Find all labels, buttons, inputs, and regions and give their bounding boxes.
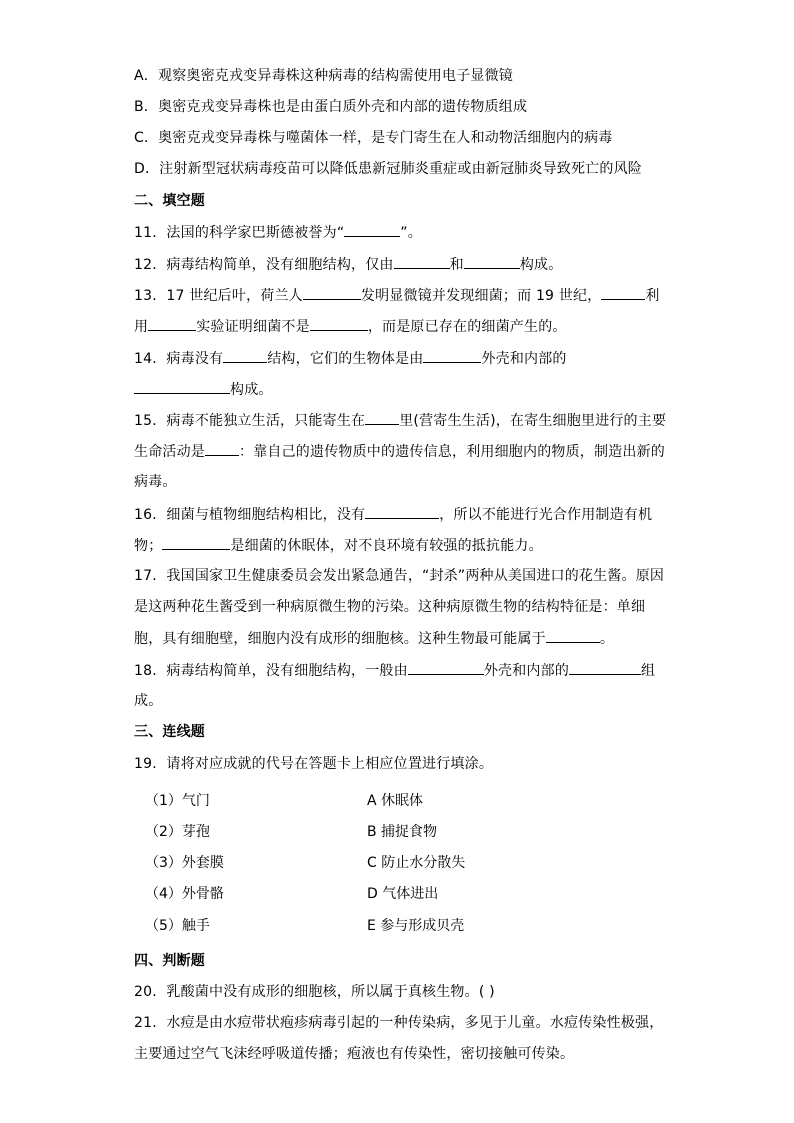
answer-blank[interactable] — [408, 660, 484, 675]
question-17-line1: 17．我国国家卫生健康委员会发出紧急通告，“封杀”两种从美国进口的花生酱。原因 — [134, 568, 665, 584]
q13-text: 发明显微镜并发现细菌；而 19 世纪， — [360, 288, 602, 304]
question-13-line1 — [134, 285, 660, 306]
match-right-item: D 气体进出 — [367, 886, 439, 902]
question-21-line1: 21．水痘是由水痘带状疱疹病毒引起的一种传染病，多见于儿童。水痘传染性极强， — [134, 1015, 664, 1031]
question-18-line1 — [134, 660, 655, 681]
answer-blank[interactable] — [601, 285, 645, 300]
option-d: D．注射新型冠状病毒疫苗可以降低患新冠肺炎重症或由新冠肺炎导致死亡的风险 — [134, 161, 642, 177]
question-12 — [134, 254, 562, 275]
question-19: 19．请将对应成就的代号在答题卡上相应位置进行填涂。 — [134, 756, 494, 772]
q15-text: 里(营寄生生活)，在寄生细胞里进行的主要 — [399, 413, 667, 429]
q14-text: 外壳和内部的 — [481, 351, 567, 367]
match-right-item: B 捕捉食物 — [367, 824, 438, 840]
q13-text: 13．17 世纪后叶，荷兰人 — [134, 288, 303, 304]
q13-text: ，而是原已存在的细菌产生的。 — [367, 319, 567, 335]
match-left-item: （5）触手 — [145, 918, 210, 934]
q12-text-a: 12．病毒结构简单，没有细胞结构，仅由 — [134, 257, 394, 273]
section-judgment-title: 四、判断题 — [134, 953, 205, 969]
question-15-line2 — [134, 441, 665, 462]
q14-text: 构成。 — [230, 382, 273, 398]
q12-text-c: 构成。 — [519, 257, 563, 273]
answer-blank[interactable] — [134, 379, 230, 394]
answer-blank[interactable] — [303, 285, 361, 300]
answer-blank[interactable] — [148, 316, 196, 331]
match-right-item: A 休眠体 — [367, 793, 424, 809]
question-20: 20．乳酸菌中没有成形的细胞核，所以属于真核生物。( ) — [134, 984, 495, 1000]
q16-text: 16．细菌与植物细胞结构相比，没有 — [134, 507, 366, 523]
answer-blank[interactable] — [205, 441, 239, 456]
answer-blank[interactable] — [464, 254, 520, 269]
q13-text: 利 — [645, 288, 660, 304]
section-matching-title: 三、连线题 — [134, 724, 205, 740]
q11-text-a: 11．法国的科学家巴斯德被誉为“ — [134, 225, 345, 241]
question-17-line2: 是这两种花生酱受到一种病原微生物的污染。这种病原微生物的结构特征是：单细 — [134, 599, 646, 615]
question-15-line3: 病毒。 — [134, 474, 177, 490]
q16-text: ，所以不能进行光合作用制造有机 — [439, 507, 653, 523]
q15-text: 生命活动是 — [134, 444, 205, 460]
q16-text: 物； — [134, 538, 163, 554]
question-15-line1 — [134, 410, 666, 431]
match-left-item: （3）外套膜 — [145, 855, 224, 871]
match-right-item: E 参与形成贝壳 — [367, 918, 465, 934]
question-21-line2: 主要通过空气飞沫经呼吸道传播；疱液也有传染性，密切接触可传染。 — [134, 1046, 575, 1062]
answer-blank[interactable] — [546, 628, 600, 643]
question-16-line2 — [134, 535, 543, 556]
answer-blank[interactable] — [310, 316, 368, 331]
match-left-item: （1）气门 — [145, 793, 210, 809]
answer-blank[interactable] — [162, 535, 230, 550]
q18-text: 组 — [641, 663, 656, 679]
q13-text: 实验证明细菌不是 — [196, 319, 310, 335]
q12-text-b: 和 — [449, 257, 464, 273]
question-17-line3 — [134, 628, 614, 649]
option-b: B．奥密克戎变异毒株也是由蛋白质外壳和内部的遗传物质组成 — [134, 99, 528, 115]
q15-text: 15．病毒不能独立生活，只能寄生在 — [134, 413, 366, 429]
section-fill-in-title: 二、填空题 — [134, 193, 205, 209]
answer-blank[interactable] — [223, 348, 267, 363]
q18-text: 外壳和内部的 — [483, 663, 570, 679]
q14-text: 14．病毒没有 — [134, 351, 224, 367]
match-right-item: C 防止水分散失 — [367, 855, 466, 871]
option-c: C．奥密克戎变异毒株与噬菌体一样，是专门寄生在人和动物活细胞内的病毒 — [134, 130, 613, 146]
question-18-line2: 成。 — [134, 693, 163, 709]
question-13-line2 — [134, 316, 567, 337]
q11-text-b: ”。 — [400, 225, 422, 241]
option-a: A．观察奥密克戎变异毒株这种病毒的结构需使用电子显微镜 — [134, 68, 513, 84]
q16-text: 是细菌的休眠体，对不良环境有较强的抵抗能力。 — [230, 538, 543, 554]
q14-text: 结构，它们的生物体是由 — [267, 351, 424, 367]
match-left-item: （2）芽孢 — [145, 824, 210, 840]
q13-text: 用 — [134, 319, 149, 335]
question-16-line1 — [134, 504, 652, 525]
answer-blank[interactable] — [423, 348, 481, 363]
q17-text: 胞，具有细胞壁，细胞内没有成形的细胞核。这种生物最可能属于 — [134, 631, 546, 647]
answer-blank[interactable] — [365, 410, 399, 425]
answer-blank[interactable] — [365, 504, 439, 519]
answer-blank[interactable] — [569, 660, 641, 675]
answer-blank[interactable] — [344, 222, 400, 237]
question-14-line2 — [134, 379, 273, 400]
answer-blank[interactable] — [394, 254, 450, 269]
q18-text: 18．病毒结构简单，没有细胞结构，一般由 — [134, 663, 408, 679]
question-14-line1 — [134, 348, 567, 369]
q15-text: ：靠自己的遗传物质中的遗传信息，利用细胞内的物质，制造出新的 — [239, 444, 665, 460]
match-left-item: （4）外骨骼 — [145, 886, 224, 902]
question-11 — [134, 222, 422, 243]
q17-text: 。 — [599, 631, 615, 647]
